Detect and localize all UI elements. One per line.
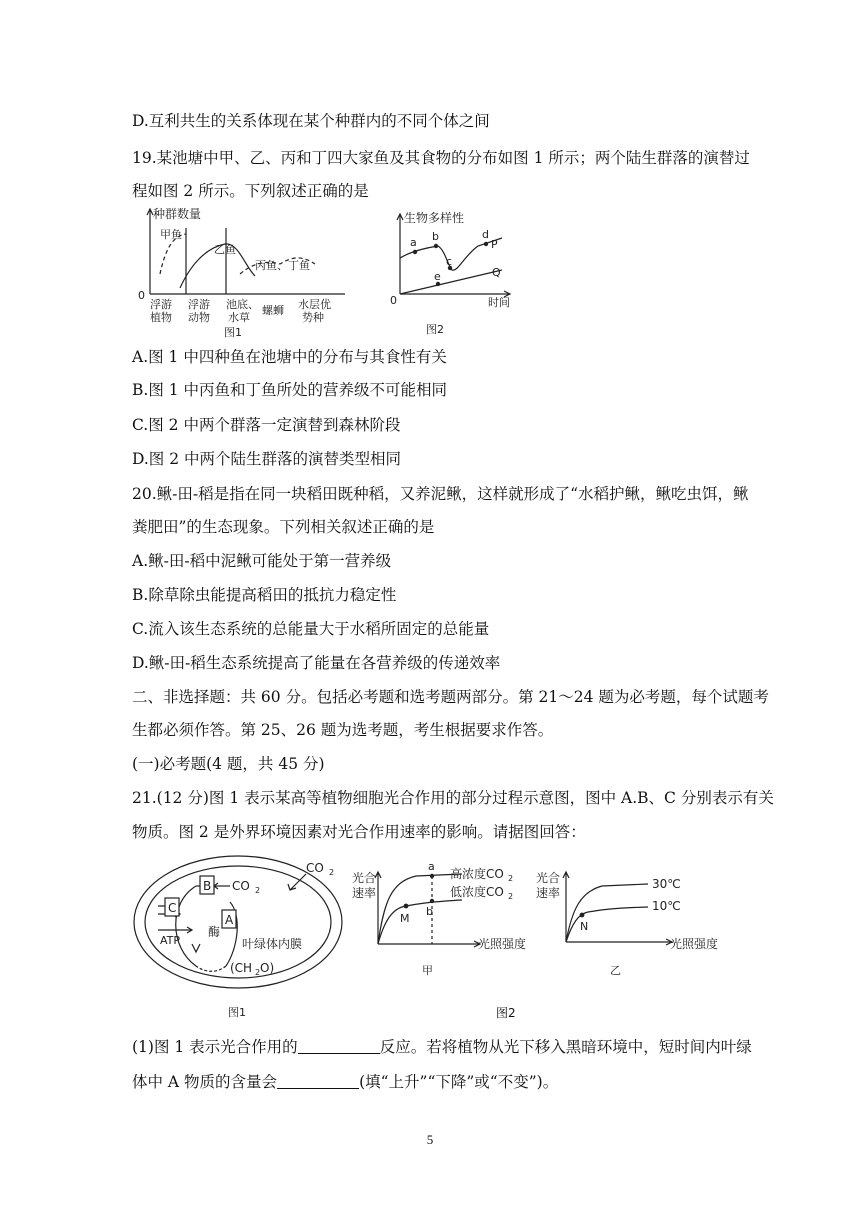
cycle-bottom-arc [196,966,226,971]
label-co2-left: CO [232,879,250,893]
cat-3b: 水草 [228,311,250,324]
q20-option-a: A.鳅-田-稻中泥鳅可能处于第一营养级 [132,552,392,570]
label-e: e [434,270,441,283]
label-c: C [168,901,177,915]
dot-a [413,250,417,254]
curve-10 [566,907,648,942]
label-co2-top-sub: 2 [329,868,335,877]
curve-q [400,270,502,294]
y-label-2: 速率 [352,886,377,900]
label-atp: ATP [160,934,181,947]
dot-b [434,244,438,248]
cat-2b: 动物 [188,311,210,324]
q21-figure-2-jia [346,852,546,980]
q19-option-b: B.图 1 中丙鱼和丁鱼所处的营养级不可能相同 [132,381,448,399]
legend-high: 高浓度CO [450,867,504,881]
answer-blank-1[interactable] [298,1039,380,1054]
q19-figure-2 [390,208,520,340]
label-d: d [482,228,489,241]
panel-label: 乙 [610,964,621,977]
dot-n [580,913,585,918]
q21-part1-text-c: 体中 A 物质的含量会 [132,1073,278,1091]
label-q: Q [492,266,501,279]
legend-30: 30℃ [652,877,681,891]
cycle-arrowhead [192,944,200,952]
label-yi: 乙鱼 [214,243,236,256]
legend-high-sub: 2 [508,874,514,883]
q19-stem-line1: 19.某池塘中甲、乙、丙和丁四大家鱼及其食物的分布如图 1 所示；两个陆生群落的演替过 [132,149,750,167]
q21-figure-1 [130,848,348,1024]
origin: 0 [138,289,145,302]
q20-option-d: D.鳅-田-稻生态系统提高了能量在各营养级的传递效率 [132,654,501,672]
label-membrane: 叶绿体内膜 [242,937,303,951]
caption: 图1 [228,1006,246,1019]
x-label: 时间 [488,296,510,309]
label-enzyme: 酶 [208,925,221,939]
q19-option-a: A.图 1 中四种鱼在池塘中的分布与其食性有关 [132,348,447,366]
answer-blank-2[interactable] [277,1074,359,1089]
cat-1a: 浮游 [150,298,172,311]
label-a: a [428,860,435,873]
label-product: (CH [230,961,253,975]
q21-figure-2-caption: 图2 [496,1006,516,1020]
dot-b [430,899,434,903]
legend-low-sub: 2 [508,892,514,901]
curve-low [378,900,462,944]
q21-part1-text-d: (填“上升”“下降”或“不变”)。 [359,1073,559,1091]
label-c: c [446,255,453,268]
label-jia: 甲鱼 [160,228,182,241]
q20-stem-line2: 粪肥田”的生态现象。下列相关叙述正确的是 [132,518,435,536]
q19-figure-1 [130,206,350,341]
curve-30 [566,884,648,942]
label-b: B [203,879,212,893]
legend-low: 低浓度CO [450,885,504,899]
label-b: b [426,905,433,918]
dot-d [484,242,488,246]
section-2-line1: 二、非选择题：共 60 分。包括必考题和选考题两部分。第 21～24 题为必考题，每个试题考 [132,688,769,706]
q21-part1-line1 [132,1037,752,1057]
q21-part1-line2 [132,1072,558,1092]
x-label: 光照强度 [478,937,527,951]
caption: 图1 [224,326,242,339]
panel-label: 甲 [422,964,433,977]
caption: 图2 [426,323,444,336]
dot-a [430,874,434,878]
label-co2-top: CO [306,861,324,875]
dot-m [404,904,409,909]
q20-stem-line1: 20.鳅-田-稻是指在同一块稻田既种稻，又养泥鳅，这样就形成了“水稻护鳅，鳅吃虫饵，鳅 [132,485,749,503]
label-p: P [491,238,498,251]
page-number: 5 [426,1132,434,1147]
required-heading: (一)必考题(4 题，共 45 分) [132,755,325,773]
cat-3a: 池底、 [226,298,259,311]
y-label-1: 光合 [352,871,377,885]
y-label-1: 光合 [536,871,561,885]
cat-1b: 植物 [150,311,172,324]
q19-stem-line2: 程如图 2 所示。下列叙述正确的是 [132,182,369,200]
q21-stem-line1: 21.(12 分)图 1 表示某高等植物细胞光合作用的部分过程示意图，图中 A.B、C 分别表示有关 [132,789,774,807]
origin: 0 [390,294,397,307]
cat-4: 螺蛳 [262,304,284,317]
label-a: A [225,913,234,927]
x-label: 光照强度 [670,937,719,951]
q19-option-c: C.图 2 中两个群落一定演替到森林阶段 [132,416,401,434]
legend-10: 10℃ [652,899,681,913]
q21-stem-line2: 物质。图 2 是外界环境因素对光合作用速率的影响。请据图回答： [132,823,586,841]
label-product-tail: O) [260,961,275,975]
y-label: 生物多样性 [404,211,465,225]
cat-2a: 浮游 [188,298,210,311]
label-b: b [432,230,439,243]
label-co2-left-sub: 2 [255,886,261,895]
label-n: N [580,920,589,933]
label-product-sub: 2 [255,968,261,977]
section-2-line2: 生都必须作答。第 25、26 题为选考题，考生根据要求作答。 [132,721,554,739]
label-bing-ding: 丙鱼、丁鱼 [255,259,310,272]
q18-option-d: D.互利共生的关系体现在某个种群内的不同个体之间 [132,112,490,130]
q21-part1-text-b: 反应。若将植物从光下移入黑暗环境中，短时间内叶绿 [379,1038,752,1056]
q21-figure-2-yi [532,852,732,980]
label-a: a [410,236,417,249]
q20-option-c: C.流入该生态系统的总能量大于水稻所固定的总能量 [132,620,490,638]
y-label-2: 速率 [536,886,561,900]
cat-5b: 势种 [302,311,324,324]
cat-5a: 水层优 [298,298,331,311]
q20-option-b: B.除草除虫能提高稻田的抵抗力稳定性 [132,586,397,604]
q19-option-d: D.图 2 中两个陆生群落的演替类型相同 [132,450,402,468]
y-label: 种群数量 [153,207,202,221]
q21-part1-text-a: (1)图 1 表示光合作用的 [132,1038,298,1056]
label-m: M [400,912,410,925]
